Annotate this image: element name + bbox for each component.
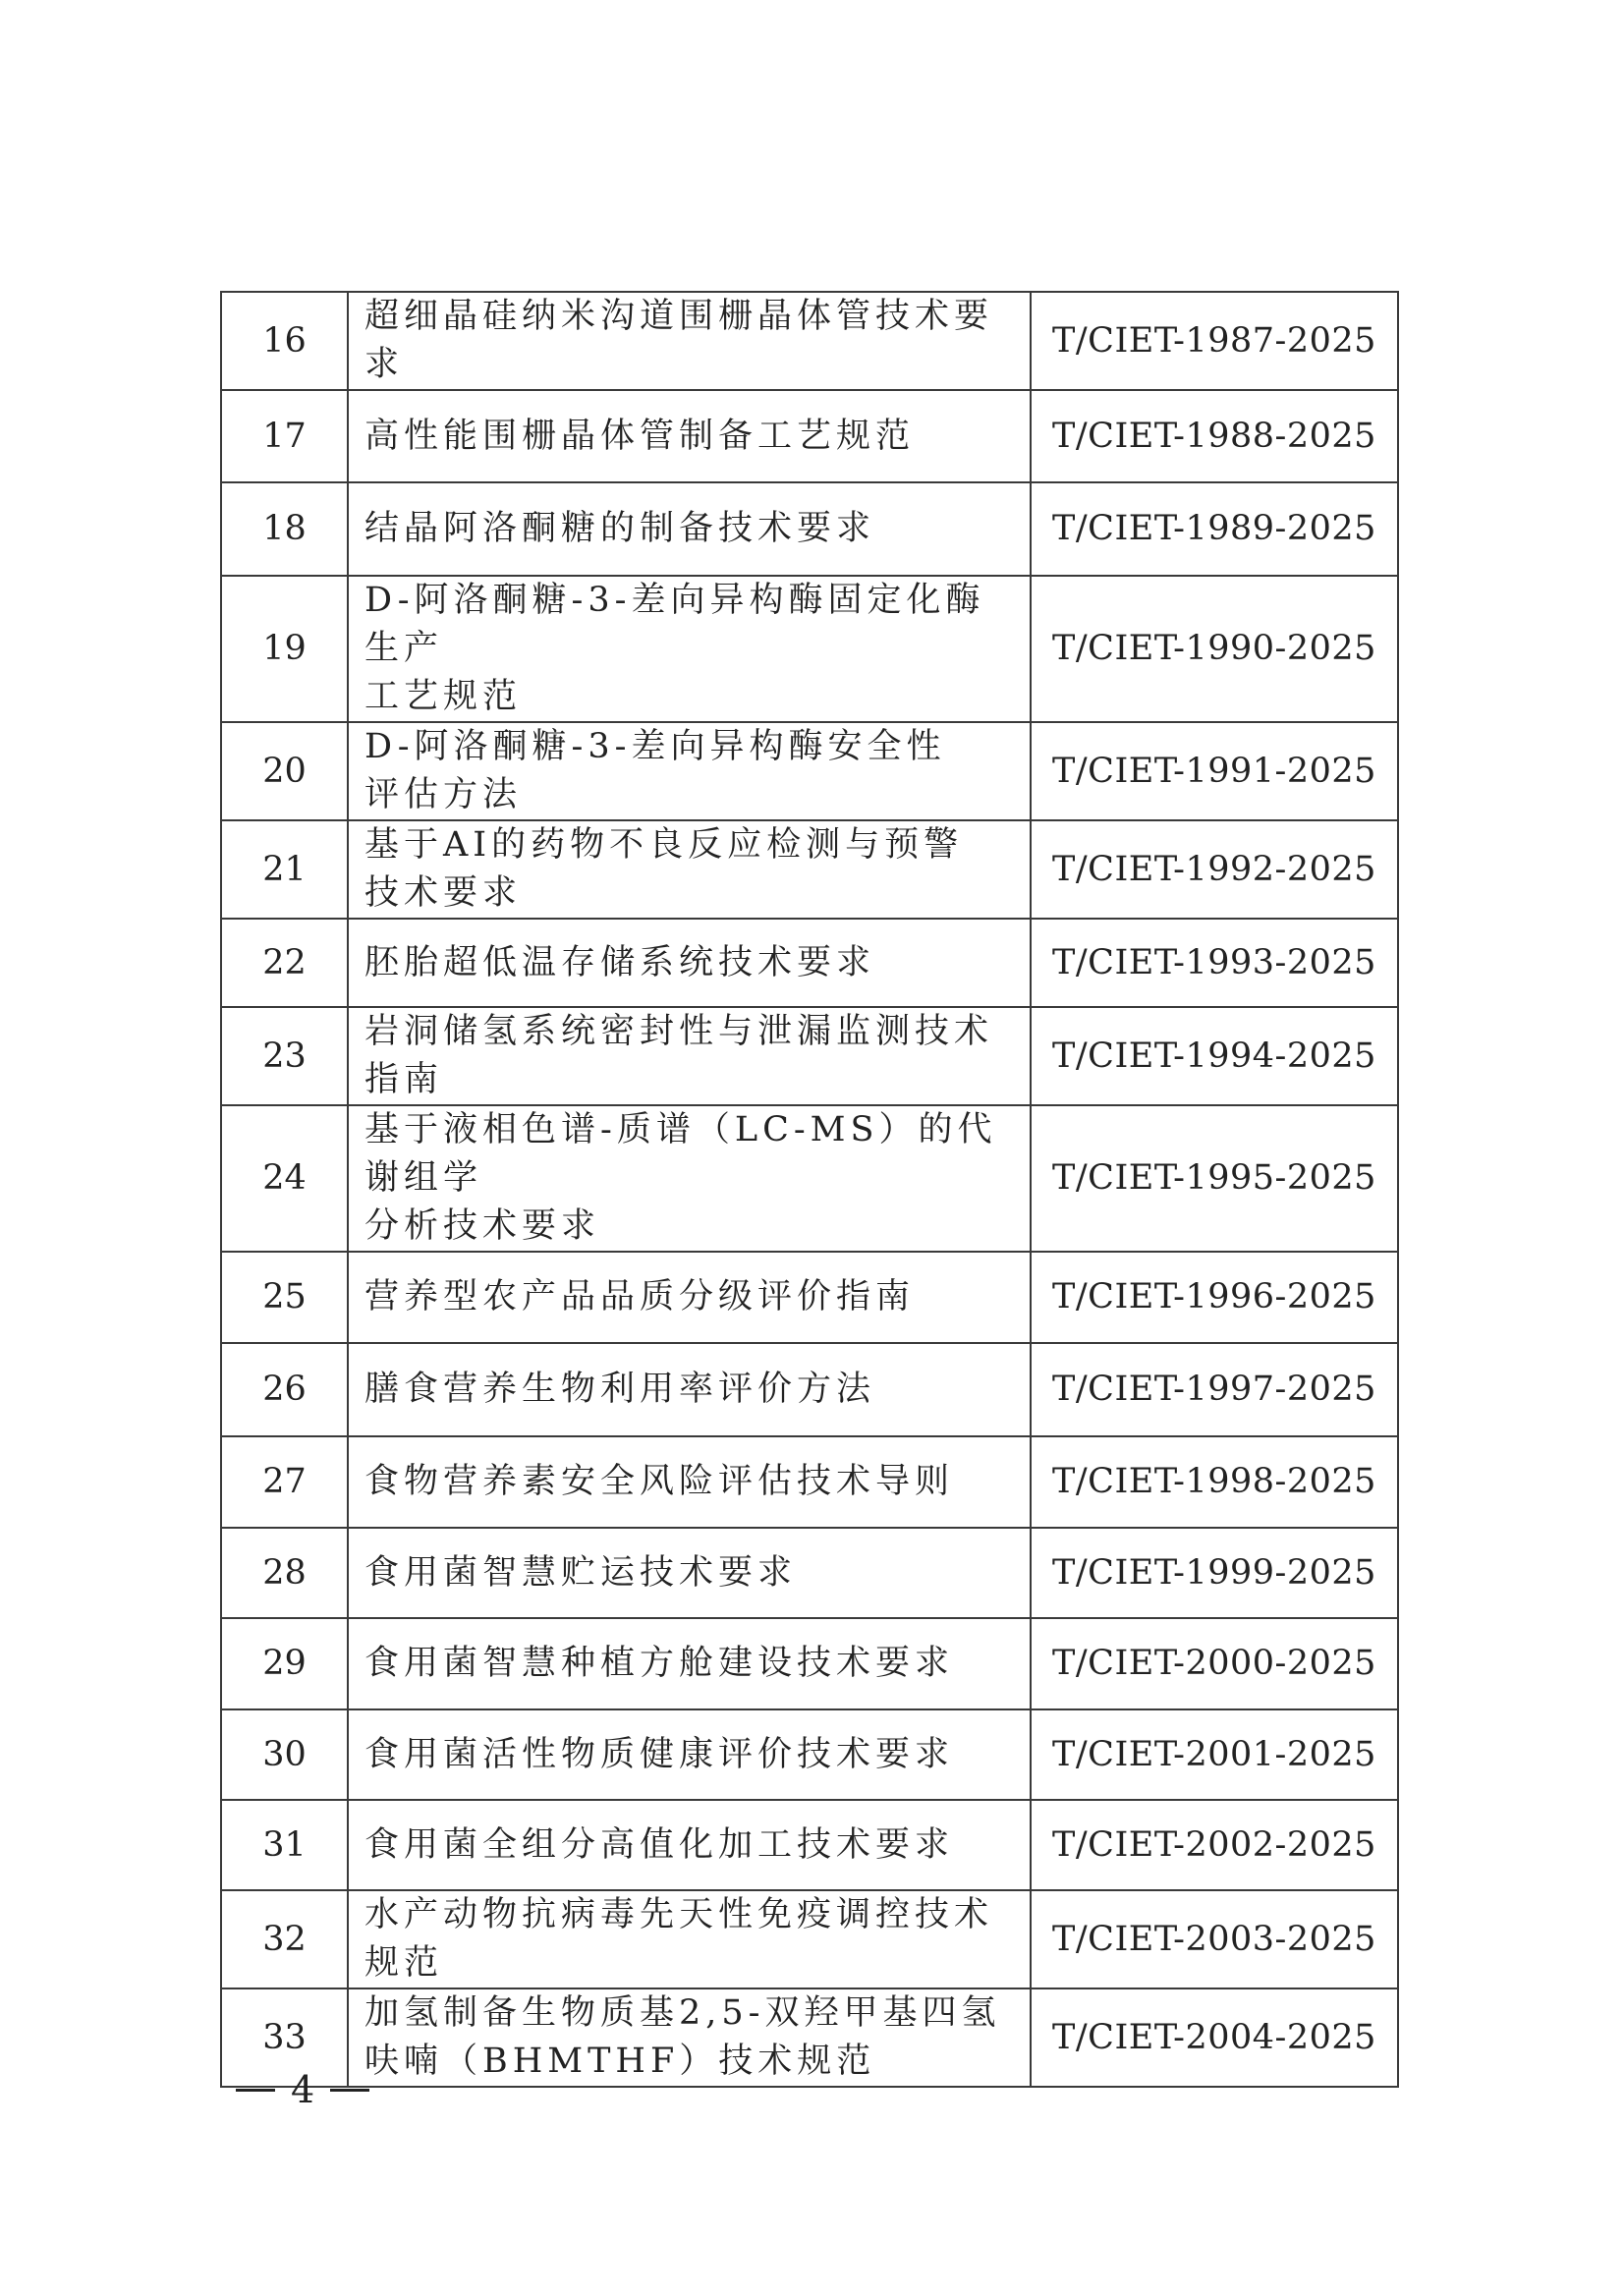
standard-name: 食用菌全组分高值化加工技术要求 — [348, 1800, 1031, 1890]
table-row — [221, 1988, 1398, 2087]
standard-code: T/CIET-2000-2025 — [1031, 1618, 1398, 1709]
standard-code: T/CIET-1995-2025 — [1031, 1105, 1398, 1252]
row-number: 28 — [221, 1528, 348, 1618]
standard-name: 胚胎超低温存储系统技术要求 — [348, 919, 1031, 1007]
standard-code: T/CIET-1987-2025 — [1031, 292, 1398, 390]
standard-name: 水产动物抗病毒先天性免疫调控技术规范 — [348, 1890, 1031, 1988]
standard-name: 岩洞储氢系统密封性与泄漏监测技术指南 — [348, 1007, 1031, 1105]
table-row — [221, 1709, 1398, 1800]
table-row — [221, 1890, 1398, 1988]
row-number: 24 — [221, 1105, 348, 1252]
standards-table — [220, 291, 1399, 2088]
table-row — [221, 1528, 1398, 1618]
row-number: 18 — [221, 482, 348, 576]
table-row — [221, 1343, 1398, 1436]
table-row — [221, 722, 1398, 820]
table-row — [221, 576, 1398, 722]
standard-code: T/CIET-1993-2025 — [1031, 919, 1398, 1007]
standard-code: T/CIET-1989-2025 — [1031, 482, 1398, 576]
standard-name: 加氢制备生物质基2,5-双羟甲基四氢 呋喃（BHMTHF）技术规范 — [348, 1988, 1031, 2087]
row-number: 16 — [221, 292, 348, 390]
table-row — [221, 1105, 1398, 1252]
standard-code: T/CIET-2001-2025 — [1031, 1709, 1398, 1800]
standard-name: 营养型农产品品质分级评价指南 — [348, 1252, 1031, 1343]
table-row — [221, 1618, 1398, 1709]
table-row — [221, 390, 1398, 482]
footer-dash-left — [236, 2089, 275, 2092]
footer-dash-right — [330, 2089, 369, 2092]
standard-code: T/CIET-1992-2025 — [1031, 820, 1398, 919]
standard-name: 高性能围栅晶体管制备工艺规范 — [348, 390, 1031, 482]
standard-name: D-阿洛酮糖-3-差向异构酶固定化酶生产 工艺规范 — [348, 576, 1031, 722]
table-row — [221, 1007, 1398, 1105]
page-footer — [236, 2067, 369, 2112]
row-number: 26 — [221, 1343, 348, 1436]
standard-code: T/CIET-1996-2025 — [1031, 1252, 1398, 1343]
standard-code: T/CIET-1998-2025 — [1031, 1436, 1398, 1528]
table-row — [221, 919, 1398, 1007]
row-number: 19 — [221, 576, 348, 722]
standard-code: T/CIET-1991-2025 — [1031, 722, 1398, 820]
standard-code: T/CIET-2002-2025 — [1031, 1800, 1398, 1890]
standard-name: 基于AI的药物不良反应检测与预警 技术要求 — [348, 820, 1031, 919]
table-row — [221, 820, 1398, 919]
standard-name: 食物营养素安全风险评估技术导则 — [348, 1436, 1031, 1528]
standard-name: 食用菌智慧种植方舱建设技术要求 — [348, 1618, 1031, 1709]
table-row — [221, 482, 1398, 576]
row-number: 17 — [221, 390, 348, 482]
row-number: 27 — [221, 1436, 348, 1528]
standard-name: 膳食营养生物利用率评价方法 — [348, 1343, 1031, 1436]
row-number: 21 — [221, 820, 348, 919]
standard-code: T/CIET-2004-2025 — [1031, 1988, 1398, 2087]
row-number: 33 — [221, 1988, 348, 2087]
row-number: 22 — [221, 919, 348, 1007]
standard-name: D-阿洛酮糖-3-差向异构酶安全性 评估方法 — [348, 722, 1031, 820]
row-number: 31 — [221, 1800, 348, 1890]
standard-code: T/CIET-1988-2025 — [1031, 390, 1398, 482]
standard-code: T/CIET-1990-2025 — [1031, 576, 1398, 722]
row-number: 20 — [221, 722, 348, 820]
table-row — [221, 1252, 1398, 1343]
standard-code: T/CIET-1997-2025 — [1031, 1343, 1398, 1436]
row-number: 25 — [221, 1252, 348, 1343]
standard-code: T/CIET-2003-2025 — [1031, 1890, 1398, 1988]
row-number: 30 — [221, 1709, 348, 1800]
table-row — [221, 1800, 1398, 1890]
row-number: 29 — [221, 1618, 348, 1709]
standard-code: T/CIET-1999-2025 — [1031, 1528, 1398, 1618]
standard-name: 结晶阿洛酮糖的制备技术要求 — [348, 482, 1031, 576]
standard-name: 食用菌智慧贮运技术要求 — [348, 1528, 1031, 1618]
standard-code: T/CIET-1994-2025 — [1031, 1007, 1398, 1105]
table-row — [221, 292, 1398, 390]
standard-name: 超细晶硅纳米沟道围栅晶体管技术要求 — [348, 292, 1031, 390]
standard-name: 食用菌活性物质健康评价技术要求 — [348, 1709, 1031, 1800]
page-number: 4 — [291, 2068, 315, 2111]
standard-name: 基于液相色谱-质谱（LC-MS）的代谢组学 分析技术要求 — [348, 1105, 1031, 1252]
row-number: 23 — [221, 1007, 348, 1105]
table-row — [221, 1436, 1398, 1528]
row-number: 32 — [221, 1890, 348, 1988]
